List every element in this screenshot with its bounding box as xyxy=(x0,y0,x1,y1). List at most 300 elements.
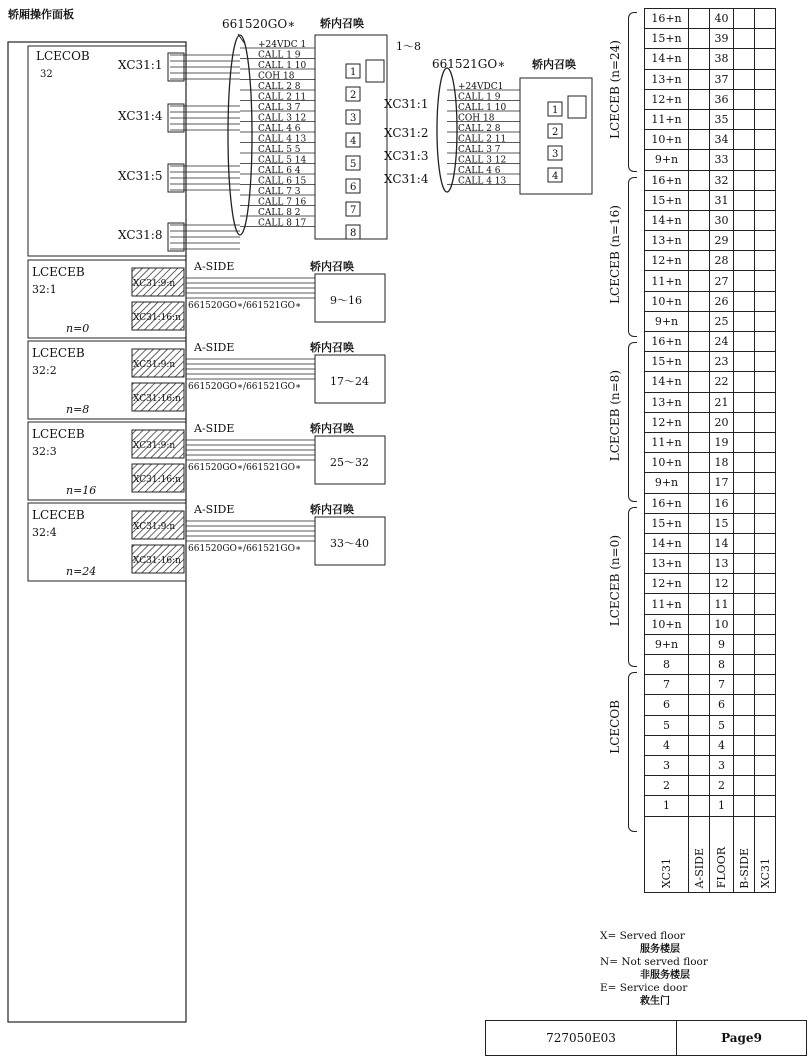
footer-box xyxy=(485,1020,807,1056)
sub-board-id: 32:4 xyxy=(32,526,57,539)
floor-row xyxy=(645,150,776,170)
floor-row xyxy=(645,574,776,594)
floor-row xyxy=(645,675,776,695)
floor-cell xyxy=(755,130,776,150)
column-header-text: A-SIDE xyxy=(692,848,706,889)
right-connector-label: XC31:1 xyxy=(384,97,429,111)
floor-row xyxy=(645,432,776,452)
cable-label: 661520GO∗/661521GO∗ xyxy=(188,301,302,311)
legend-e-zh: 救生门 xyxy=(640,996,670,1007)
floor-cell xyxy=(689,755,710,775)
floor-cell xyxy=(734,311,755,331)
right-connector-label: XC31:2 xyxy=(384,126,429,140)
xc31-pin: 8 xyxy=(645,655,689,675)
floor-cell xyxy=(755,776,776,796)
side-label: A-SIDE xyxy=(194,341,235,354)
xc31-pin: 10+n xyxy=(645,291,689,311)
floor-number: 29 xyxy=(710,231,734,251)
group-brace xyxy=(628,507,637,667)
xc31-pin: 6 xyxy=(645,695,689,715)
xc31-pin: 9+n xyxy=(645,634,689,654)
signal-label: COH 18 xyxy=(258,71,295,82)
floor-number: 5 xyxy=(710,715,734,735)
group-label: LCECEB (n=0) xyxy=(608,535,622,627)
floor-row xyxy=(645,271,776,291)
floor-cell xyxy=(755,574,776,594)
right-buttons xyxy=(548,96,586,182)
floor-number: 3 xyxy=(710,755,734,775)
floor-row xyxy=(645,776,776,796)
floor-cell xyxy=(689,533,710,553)
xc31-pin: 13+n xyxy=(645,554,689,574)
floor-cell xyxy=(734,453,755,473)
floor-number: 31 xyxy=(710,190,734,210)
signal-label: +24VDC1 xyxy=(458,82,504,92)
column-header-text: B-SIDE xyxy=(737,847,751,889)
call-button-label: 1 xyxy=(350,67,357,78)
floor-cell xyxy=(755,150,776,170)
car-call-label: 轿内召唤 xyxy=(310,503,354,516)
xc31-pin: 15+n xyxy=(645,352,689,372)
floor-cell xyxy=(689,473,710,493)
signal-label: CALL 8 17 xyxy=(258,218,307,229)
floor-cell xyxy=(689,634,710,654)
floor-number: 28 xyxy=(710,251,734,271)
floor-row xyxy=(645,372,776,392)
side-label: A-SIDE xyxy=(194,422,235,435)
xc31-pin: 14+n xyxy=(645,533,689,553)
door-icon xyxy=(366,60,384,82)
floor-cell xyxy=(734,755,755,775)
floor-row xyxy=(645,392,776,412)
page-number: Page9 xyxy=(721,1031,762,1045)
side-label: A-SIDE xyxy=(194,503,235,516)
cable-label: 661520GO∗/661521GO∗ xyxy=(188,544,302,554)
cable-ellipse-top xyxy=(228,35,252,235)
floor-number: 18 xyxy=(710,453,734,473)
sub-board-n: n=16 xyxy=(66,484,97,497)
signal-label: +24VDC 1 xyxy=(258,40,307,50)
xc31-pin: 15+n xyxy=(645,29,689,49)
column-header xyxy=(689,816,710,892)
legend-e: E= Service door xyxy=(600,982,688,994)
lcecob-connector-label: XC31:5 xyxy=(118,169,163,183)
cable-label: 661520GO∗/661521GO∗ xyxy=(188,463,302,473)
floor-number: 24 xyxy=(710,332,734,352)
floor-cell xyxy=(755,412,776,432)
signal-label: CALL 4 13 xyxy=(458,176,507,187)
floor-cell xyxy=(689,574,710,594)
xc31-pin: 11+n xyxy=(645,271,689,291)
xc31-pin: 13+n xyxy=(645,231,689,251)
signal-label: CALL 5 14 xyxy=(258,155,307,166)
floor-cell xyxy=(734,49,755,69)
floor-cell xyxy=(689,655,710,675)
floor-row xyxy=(645,29,776,49)
floor-row xyxy=(645,9,776,29)
floor-row xyxy=(645,311,776,331)
signal-label: CALL 8 2 xyxy=(258,208,301,218)
floor-cell xyxy=(755,372,776,392)
floor-cell xyxy=(689,392,710,412)
floor-cell xyxy=(755,49,776,69)
xc31-pin: 10+n xyxy=(645,614,689,634)
xc31-pin: 13+n xyxy=(645,392,689,412)
floor-cell xyxy=(755,271,776,291)
floor-cell xyxy=(734,352,755,372)
group-label: LCECOB xyxy=(608,700,622,754)
sub-board-name: LCECEB xyxy=(32,346,85,360)
floor-row xyxy=(645,170,776,190)
floor-row xyxy=(645,332,776,352)
floor-cell xyxy=(755,655,776,675)
floor-cell xyxy=(734,9,755,29)
connector-a-label: XC31:9:n xyxy=(133,279,176,289)
floor-cell xyxy=(689,554,710,574)
floor-cell xyxy=(689,432,710,452)
floor-cell xyxy=(755,453,776,473)
floor-cell xyxy=(689,311,710,331)
xc31-pin: 16+n xyxy=(645,332,689,352)
signal-label: CALL 4 6 xyxy=(458,166,501,176)
floor-row xyxy=(645,513,776,533)
xc31-pin: 13+n xyxy=(645,69,689,89)
floor-cell xyxy=(734,372,755,392)
floor-row xyxy=(645,453,776,473)
floor-cell xyxy=(755,352,776,372)
call-button-label: 4 xyxy=(552,171,559,182)
floor-cell xyxy=(689,453,710,473)
floor-number: 32 xyxy=(710,170,734,190)
right-connector-label: XC31:4 xyxy=(384,172,429,186)
floor-cell xyxy=(734,150,755,170)
car-call-label: 轿内召唤 xyxy=(310,260,354,273)
floor-cell xyxy=(689,210,710,230)
floor-row xyxy=(645,109,776,129)
lcecob-id: 32 xyxy=(40,69,53,80)
call-button-label: 2 xyxy=(350,90,357,101)
right-connector-label: XC31:3 xyxy=(384,149,429,163)
document-number: 727050E03 xyxy=(486,1021,677,1055)
floor-cell xyxy=(755,533,776,553)
xc31-pin: 11+n xyxy=(645,594,689,614)
floor-row xyxy=(645,69,776,89)
floor-cell xyxy=(755,392,776,412)
floor-row xyxy=(645,210,776,230)
floor-cell xyxy=(755,9,776,29)
floor-number: 36 xyxy=(710,89,734,109)
floor-cell xyxy=(734,715,755,735)
floor-cell xyxy=(689,150,710,170)
floor-cell xyxy=(689,69,710,89)
floor-cell xyxy=(734,675,755,695)
floor-number: 11 xyxy=(710,594,734,614)
xc31-pin: 16+n xyxy=(645,493,689,513)
floor-row xyxy=(645,715,776,735)
floor-cell xyxy=(734,291,755,311)
cable-label: 661520GO∗/661521GO∗ xyxy=(188,382,302,392)
floor-row xyxy=(645,695,776,715)
floor-cell xyxy=(734,614,755,634)
floor-cell xyxy=(755,735,776,755)
floor-cell xyxy=(755,170,776,190)
floor-number: 34 xyxy=(710,130,734,150)
floor-cell xyxy=(689,291,710,311)
signal-label: CALL 2 8 xyxy=(458,124,501,134)
xc31-pin: 12+n xyxy=(645,574,689,594)
floor-number: 15 xyxy=(710,513,734,533)
connector-a-label: XC31:9:n xyxy=(133,522,176,532)
signal-label: CALL 4 13 xyxy=(258,134,307,145)
floor-cell xyxy=(734,574,755,594)
column-header xyxy=(734,816,755,892)
call-button-label: 4 xyxy=(350,136,357,147)
floor-cell xyxy=(734,89,755,109)
floor-row xyxy=(645,231,776,251)
floor-cell xyxy=(734,554,755,574)
xc31-pin: 4 xyxy=(645,735,689,755)
call-range: 17～24 xyxy=(330,375,369,388)
floor-cell xyxy=(755,332,776,352)
xc31-pin: 9+n xyxy=(645,311,689,331)
group-label: LCECEB (n=24) xyxy=(608,40,622,139)
floor-cell xyxy=(734,69,755,89)
xc31-pin: 10+n xyxy=(645,453,689,473)
side-label: A-SIDE xyxy=(194,260,235,273)
floor-row xyxy=(645,554,776,574)
top-buttons xyxy=(346,60,384,239)
floor-cell xyxy=(734,594,755,614)
floor-number: 13 xyxy=(710,554,734,574)
floor-cell xyxy=(755,29,776,49)
group-label: LCECEB (n=8) xyxy=(608,370,622,462)
floor-cell xyxy=(734,392,755,412)
floor-cell xyxy=(755,695,776,715)
sub-board-n: n=0 xyxy=(66,322,90,335)
floor-number: 1 xyxy=(710,796,734,816)
floor-cell xyxy=(734,634,755,654)
group-label: LCECEB (n=16) xyxy=(608,205,622,304)
floor-cell xyxy=(734,695,755,715)
car-call-label: 轿内召唤 xyxy=(310,422,354,435)
floor-cell xyxy=(734,251,755,271)
top-signal-block xyxy=(240,40,315,229)
floor-number: 14 xyxy=(710,533,734,553)
floor-row xyxy=(645,493,776,513)
signal-label: COH 18 xyxy=(458,113,495,124)
floor-cell xyxy=(755,473,776,493)
signal-label: CALL 7 16 xyxy=(258,197,307,208)
floor-cell xyxy=(689,675,710,695)
signal-label: CALL 5 5 xyxy=(258,145,301,155)
floor-cell xyxy=(755,796,776,816)
call-range: 9～16 xyxy=(330,294,362,307)
xc31-pin: 16+n xyxy=(645,9,689,29)
floor-cell xyxy=(689,332,710,352)
signal-label: CALL 1 10 xyxy=(458,103,507,113)
floor-number: 22 xyxy=(710,372,734,392)
floor-cell xyxy=(689,231,710,251)
floor-cell xyxy=(734,432,755,452)
floor-cell xyxy=(755,493,776,513)
legend xyxy=(600,930,708,1008)
sub-board-n: n=24 xyxy=(66,565,97,578)
call-range: 33～40 xyxy=(330,537,369,550)
right-signal-block xyxy=(447,82,520,187)
floor-cell xyxy=(755,190,776,210)
legend-n-zh: 非服务楼层 xyxy=(640,970,690,981)
xc31-pin: 12+n xyxy=(645,412,689,432)
floor-cell xyxy=(755,109,776,129)
xc31-pin: 10+n xyxy=(645,130,689,150)
floor-cell xyxy=(755,210,776,230)
floor-number: 38 xyxy=(710,49,734,69)
floor-number: 26 xyxy=(710,291,734,311)
floor-cell xyxy=(755,291,776,311)
call-button-label: 6 xyxy=(350,182,357,193)
xc31-pin: 11+n xyxy=(645,109,689,129)
call-button-label: 3 xyxy=(552,149,559,160)
floor-number: 7 xyxy=(710,675,734,695)
connector-b-label: XC31:16:n xyxy=(133,313,181,323)
floor-cell xyxy=(689,735,710,755)
floor-cell xyxy=(734,776,755,796)
floor-cell xyxy=(734,190,755,210)
floor-cell xyxy=(689,130,710,150)
lcecob-connector-label: XC31:4 xyxy=(118,109,163,123)
xc31-pin: 2 xyxy=(645,776,689,796)
sub-board-n: n=8 xyxy=(66,403,90,416)
floor-cell xyxy=(689,715,710,735)
car-call-label: 轿内召唤 xyxy=(310,341,354,354)
floor-cell xyxy=(689,9,710,29)
connector-b-label: XC31:16:n xyxy=(133,475,181,485)
floor-number: 20 xyxy=(710,412,734,432)
floor-row xyxy=(645,49,776,69)
signal-label: CALL 3 12 xyxy=(458,155,507,166)
lcecob-name: LCECOB xyxy=(36,49,90,63)
floor-row xyxy=(645,89,776,109)
signal-label: CALL 2 11 xyxy=(458,134,507,145)
floor-cell xyxy=(734,473,755,493)
floor-cell xyxy=(689,89,710,109)
floor-cell xyxy=(755,675,776,695)
floor-row xyxy=(645,291,776,311)
floor-cell xyxy=(755,231,776,251)
xc31-pin: 9+n xyxy=(645,473,689,493)
floor-cell xyxy=(689,109,710,129)
floor-number: 2 xyxy=(710,776,734,796)
right-connectors xyxy=(384,97,429,186)
floor-cell xyxy=(734,130,755,150)
signal-label: CALL 6 15 xyxy=(258,176,307,187)
call-button-label: 3 xyxy=(350,113,357,124)
floor-cell xyxy=(734,513,755,533)
floor-cell xyxy=(689,776,710,796)
floor-row xyxy=(645,614,776,634)
floor-cell xyxy=(689,594,710,614)
xc31-pin: 14+n xyxy=(645,49,689,69)
sub-boards xyxy=(28,259,385,581)
floor-cell xyxy=(755,89,776,109)
legend-x-zh: 服务楼层 xyxy=(640,944,680,955)
floor-number: 12 xyxy=(710,574,734,594)
column-header xyxy=(755,816,776,892)
xc31-pin: 16+n xyxy=(645,170,689,190)
xc31-pin: 11+n xyxy=(645,432,689,452)
group-brace xyxy=(628,672,637,832)
floor-cell xyxy=(734,109,755,129)
floor-row xyxy=(645,130,776,150)
floor-cell xyxy=(755,311,776,331)
floor-cell xyxy=(689,493,710,513)
column-header-text: XC31 xyxy=(758,858,772,889)
floor-cell xyxy=(734,332,755,352)
call-button-label: 2 xyxy=(552,127,559,138)
floor-table xyxy=(644,8,776,893)
signal-label: CALL 1 9 xyxy=(258,50,301,61)
cable-ellipse-right xyxy=(437,68,457,192)
door-icon xyxy=(568,96,586,118)
floor-cell xyxy=(734,231,755,251)
floor-cell xyxy=(755,69,776,89)
call-button-label: 8 xyxy=(350,228,357,239)
cable-right-label: 661521GO∗ xyxy=(432,57,506,71)
xc31-pin: 3 xyxy=(645,755,689,775)
floor-cell xyxy=(734,533,755,553)
floor-cell xyxy=(689,190,710,210)
signal-label: CALL 3 7 xyxy=(458,145,501,155)
floor-number: 6 xyxy=(710,695,734,715)
floor-number: 17 xyxy=(710,473,734,493)
floor-cell xyxy=(734,170,755,190)
xc31-pin: 7 xyxy=(645,675,689,695)
column-header xyxy=(710,816,734,892)
cable-top-call: 轿内召唤 xyxy=(320,17,364,30)
connector-b-label: XC31:16:n xyxy=(133,394,181,404)
floor-cell xyxy=(755,755,776,775)
connector-a-label: XC31:9:n xyxy=(133,441,176,451)
column-header-text: FLOOR xyxy=(715,847,728,889)
call-range: 25～32 xyxy=(330,456,369,469)
sub-board-id: 32:3 xyxy=(32,445,57,458)
floor-number: 30 xyxy=(710,210,734,230)
signal-label: CALL 3 12 xyxy=(258,113,307,124)
sub-board-id: 32:1 xyxy=(32,283,57,296)
floor-cell xyxy=(689,372,710,392)
floor-number: 4 xyxy=(710,735,734,755)
floor-cell xyxy=(734,493,755,513)
floor-row xyxy=(645,655,776,675)
floor-number: 35 xyxy=(710,109,734,129)
call-button-label: 7 xyxy=(350,205,357,216)
panel-title: 轿厢操作面板 xyxy=(8,8,74,21)
floor-cell xyxy=(689,796,710,816)
cable-right-call: 轿内召唤 xyxy=(532,58,576,71)
xc31-pin: 15+n xyxy=(645,513,689,533)
floor-number: 9 xyxy=(710,634,734,654)
floor-cell xyxy=(755,594,776,614)
legend-x: X= Served floor xyxy=(600,930,685,942)
call-button-label: 5 xyxy=(350,159,357,170)
floor-cell xyxy=(755,251,776,271)
signal-label: CALL 6 4 xyxy=(258,166,301,176)
floor-row xyxy=(645,473,776,493)
floor-row xyxy=(645,594,776,614)
cable-top-label: 661520GO∗ xyxy=(222,17,296,31)
floor-cell xyxy=(755,614,776,634)
floor-cell xyxy=(755,634,776,654)
